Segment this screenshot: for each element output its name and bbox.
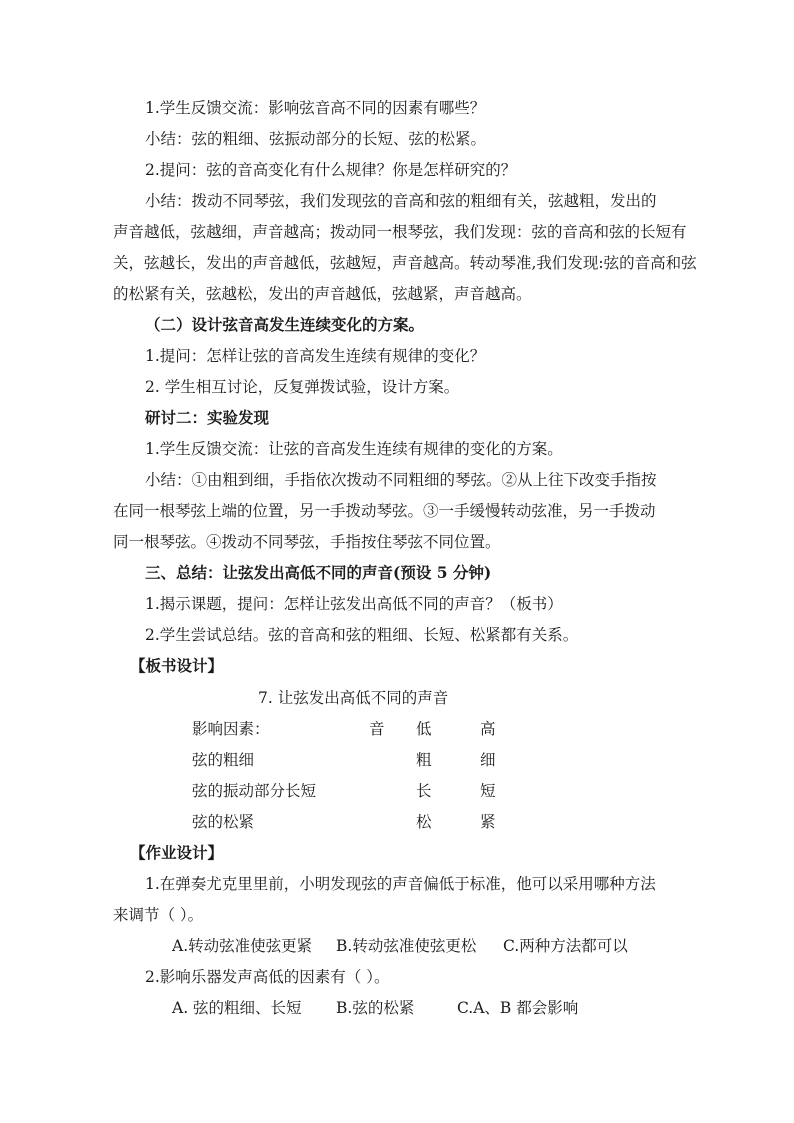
board-row-factor: 弦的振动部分长短 [192, 782, 317, 800]
paragraph: 2.学生尝试总结。弦的音高和弦的粗细、长短、松紧都有关系。 [145, 626, 579, 644]
board-row-low: 长 [416, 782, 432, 800]
board-header-high: 高 [480, 720, 496, 738]
section-heading: 【作业设计】 [130, 843, 224, 862]
paragraph: 1.学生反馈交流：让弦的音高发生连续有规律的变化的方案。 [145, 440, 563, 458]
question-option-a: A.转动弦准使弦更紧 [172, 937, 313, 955]
paragraph: 的松紧有关，弦越松，发出的声音越低，弦越紧，声音越高。 [113, 285, 532, 303]
section-heading: 【板书设计】 [130, 656, 224, 675]
board-row-low: 松 [416, 813, 432, 831]
board-header-sound: 音 [369, 720, 385, 738]
question-option-a: A. 弦的粗细、长短 [172, 999, 302, 1017]
question-option-b: B.弦的松紧 [336, 999, 415, 1017]
paragraph: 同一根琴弦。④拨动不同琴弦，手指按住琴弦不同位置。 [113, 533, 501, 551]
board-header-factor: 影响因素： [192, 720, 270, 738]
question-option-c: C.两种方法都可以 [503, 937, 628, 955]
section-heading: 三、总结：让弦发出高低不同的声音(预设 5 分钟) [145, 563, 492, 582]
board-header-low: 低 [416, 720, 432, 738]
paragraph: 声音越低，弦越细，声音越高；拨动同一根琴弦，我们发现：弦的音高和弦的长短有 [113, 223, 687, 241]
board-row-high: 紧 [480, 813, 496, 831]
paragraph: 关，弦越长，发出的声音越低，弦越短，声音越高。转动琴准,我们发现:弦的音高和弦 [113, 254, 697, 272]
paragraph: 小结：弦的粗细、弦振动部分的长短、弦的松紧。 [145, 130, 487, 148]
board-row-low: 粗 [416, 751, 432, 769]
question-text: 2.影响乐器发声高低的因素有（ ）。 [145, 968, 390, 986]
paragraph: 2.提问：弦的音高变化有什么规律？你是怎样研究的？ [145, 161, 517, 179]
paragraph: 小结：拨动不同琴弦，我们发现弦的音高和弦的粗细有关，弦越粗，发出的 [145, 192, 657, 210]
question-text: 1.在弹奏尤克里里前，小明发现弦的声音偏低于标准，他可以采用哪种方法 [145, 875, 656, 893]
paragraph: 2. 学生相互讨论，反复弹拨试验，设计方案。 [145, 378, 460, 396]
question-text: 来调节（ ）。 [113, 906, 204, 924]
board-row-factor: 弦的松紧 [192, 813, 255, 831]
paragraph: 1.提问：怎样让弦的音高发生连续有规律的变化？ [145, 347, 486, 365]
paragraph: 1.揭示课题，提问：怎样让弦发出高低不同的声音？（板书） [145, 595, 563, 613]
paragraph: 小结：①由粗到细，手指依次拨动不同粗细的琴弦。②从上往下改变手指按 [145, 471, 657, 489]
paragraph: 在同一根琴弦上端的位置，另一手拨动琴弦。③一手缓慢转动弦准，另一手拨动 [113, 502, 656, 520]
board-row-factor: 弦的粗细 [192, 751, 255, 769]
question-option-c: C.A、B 都会影响 [457, 999, 579, 1017]
board-title: 7. 让弦发出高低不同的声音 [258, 689, 449, 707]
section-heading: （二）设计弦音高发生连续变化的方案。 [145, 315, 425, 334]
paragraph: 1.学生反馈交流：影响弦音高不同的因素有哪些？ [145, 99, 486, 117]
board-row-high: 细 [480, 751, 496, 769]
section-heading: 研讨二：实验发现 [145, 408, 270, 427]
board-row-high: 短 [480, 782, 496, 800]
question-option-b: B.转动弦准使弦更松 [336, 937, 477, 955]
